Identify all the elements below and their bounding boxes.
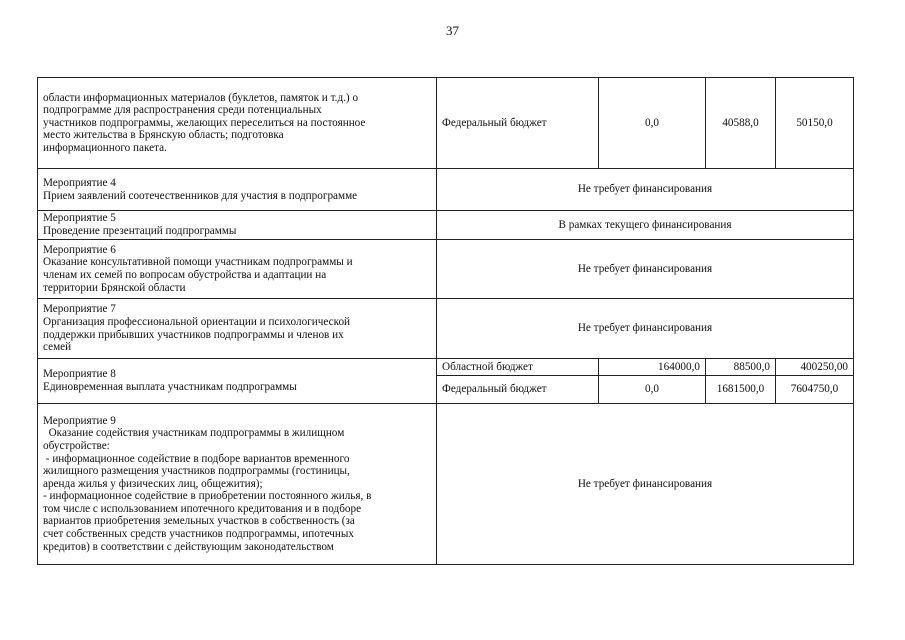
activity-description: Мероприятие 9 Оказание содействия участникам подпрограммы в жилищном обустройстве: - информационное содействие в подборе вариантов временного жилищного размещения участников подпрограммы (гостиницы, аренда жилья у физических лиц, общежития); - информационное содействие в приобретении постоянного жилья, в том числе с использованием ипотечного кредитования и в подборе вариантов приобретения земельных участков в собственность (за счет собственных средств участников подпрограммы, ипотечных кредитов) в соответствии с действующим законодательством — [38, 404, 437, 565]
financing-note: В рамках текущего финансирования — [437, 211, 854, 240]
page-number: 37 — [446, 23, 459, 38]
financing-note: Не требует финансирования — [437, 299, 854, 359]
funding-source: Областной бюджет — [437, 359, 599, 376]
activity-description: Мероприятие 5 Проведение презентаций подпрограммы — [38, 211, 437, 240]
amount-cell: 400250,00 — [776, 359, 854, 376]
table-row — [38, 299, 854, 359]
amount-cell: 40588,0 — [706, 78, 776, 169]
financing-note: Не требует финансирования — [437, 169, 854, 211]
activity-description: Мероприятие 6 Оказание консультативной помощи участникам подпрограммы и членам их семей по вопросам обустройства и адаптации на территории Брянской области — [38, 240, 437, 299]
activity-description: Мероприятие 4 Прием заявлений соотечественников для участия в подпрограмме — [38, 169, 437, 211]
funding-source: Федеральный бюджет — [437, 376, 599, 404]
table-row — [38, 404, 854, 565]
amount-cell: 0,0 — [599, 78, 706, 169]
table-row — [38, 78, 854, 169]
financing-note: Не требует финансирования — [437, 404, 854, 565]
activity-description: Мероприятие 8 Единовременная выплата участникам подпрограммы — [38, 359, 437, 404]
activity-description: области информационных материалов (буклетов, памяток и т.д.) о подпрограмме для распространения среди потенциальных участников подпрограммы, желающих переселиться на постоянное место жительства в Брянскую область; подготовка информационного пакета. — [38, 78, 437, 169]
amount-cell: 88500,0 — [706, 359, 776, 376]
funding-source: Федеральный бюджет — [437, 78, 599, 169]
table-row — [38, 359, 854, 376]
table-row — [38, 169, 854, 211]
table-row — [38, 211, 854, 240]
financing-note: Не требует финансирования — [437, 240, 854, 299]
activity-description: Мероприятие 7 Организация профессиональной ориентации и психологической поддержки прибывших участников подпрограммы и членов их семей — [38, 299, 437, 359]
amount-cell: 0,0 — [599, 376, 706, 404]
amount-cell: 1681500,0 — [706, 376, 776, 404]
amount-cell: 164000,0 — [599, 359, 706, 376]
amount-cell: 7604750,0 — [776, 376, 854, 404]
table-row — [38, 240, 854, 299]
financing-table — [37, 77, 854, 565]
amount-cell: 50150,0 — [776, 78, 854, 169]
